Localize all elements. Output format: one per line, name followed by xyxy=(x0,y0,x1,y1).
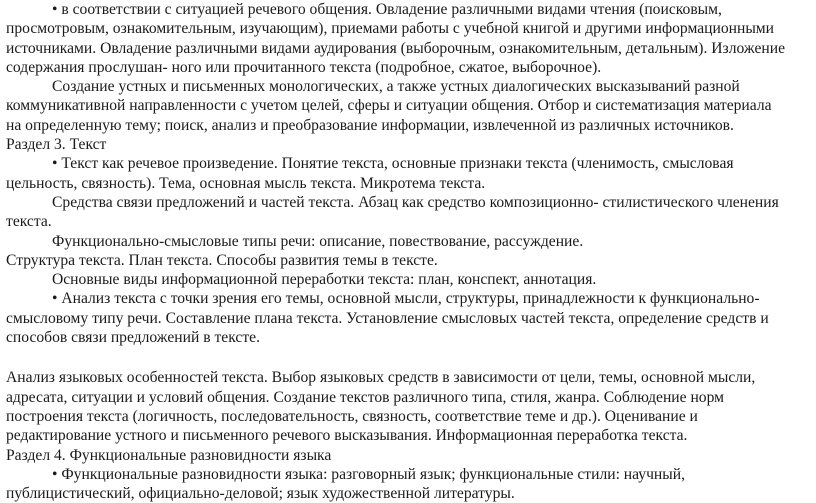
section-heading: Раздел 3. Текст xyxy=(6,136,107,154)
text-line: содержания прослушан- ного или прочитанного текста (подробное, сжатое, выборочное). xyxy=(6,58,602,76)
text-line: просмотровым, ознакомительным, изучающим), приемами работы с учебной книгой и другими информационными xyxy=(6,20,775,38)
text-line: Основные виды информационной переработки текста: план, конспект, аннотация. xyxy=(52,271,597,289)
text-line: • Текст как речевое произведение. Понятие текста, основные признаки текста (членимость, смысловая xyxy=(52,155,734,173)
text-line: источниками. Овладение различными видами аудирования (выборочным, ознакомительным, детальным). Изложение xyxy=(6,39,785,57)
text-line: Средства связи предложений и частей текста. Абзац как средство композиционно- стилистического членения xyxy=(52,193,779,211)
text-line: коммуникативной направленности с учетом целей, сферы и ситуации общения. Отбор и систематизация материала xyxy=(6,97,772,115)
paragraph-gap xyxy=(6,347,810,368)
text-line: Функционально-смысловые типы речи: описание, повествование, рассуждение. xyxy=(52,232,584,250)
text-line: • Функциональные разновидности языка: разговорный язык; функциональные стили: научный, xyxy=(52,465,685,483)
text-line: Анализ языковых особенностей текста. Выбор языковых средств в зависимости от цели, темы, основной мысли, xyxy=(6,369,756,387)
text-line: • Анализ текста с точки зрения его темы, основной мысли, структуры, принадлежности к функционально- xyxy=(52,290,760,308)
text-line: адресата, ситуации и условий общения. Создание текстов различного типа, стиля, жанра. Соблюдение норм xyxy=(6,388,725,406)
text-line: смысловому типу речи. Составление плана текста. Установление смысловых частей текста, определение средств и xyxy=(6,309,769,327)
text-line: Создание устных и письменных монологических, а также устных диалогических высказываний разной xyxy=(52,78,740,96)
text-line: текста. xyxy=(6,213,52,231)
text-line: способов связи предложений в тексте. xyxy=(6,329,260,347)
text-line: построения текста (логичность, последовательность, связность, соответствие теме и др.). Оценивание и xyxy=(6,407,698,425)
text-line: Структура текста. План текста. Способы развития темы в тексте. xyxy=(6,251,438,269)
text-line: цельность, связность). Тема, основная мысль текста. Микротема текста. xyxy=(6,174,486,192)
section-heading: Раздел 4. Функциональные разновидности языка xyxy=(6,446,332,464)
text-line: редактирование устного и письменного речевого высказывания. Информационная переработка текста. xyxy=(6,427,688,445)
text-line: на определенную тему; поиск, анализ и преобразование информации, извлеченной из различных источников. xyxy=(6,116,734,134)
text-line: публицистический, официально-деловой; язык художественной литературы. xyxy=(6,485,515,503)
text-line: • в соответствии с ситуацией речевого общения. Овладение различными видами чтения (поисковым, xyxy=(52,1,722,18)
